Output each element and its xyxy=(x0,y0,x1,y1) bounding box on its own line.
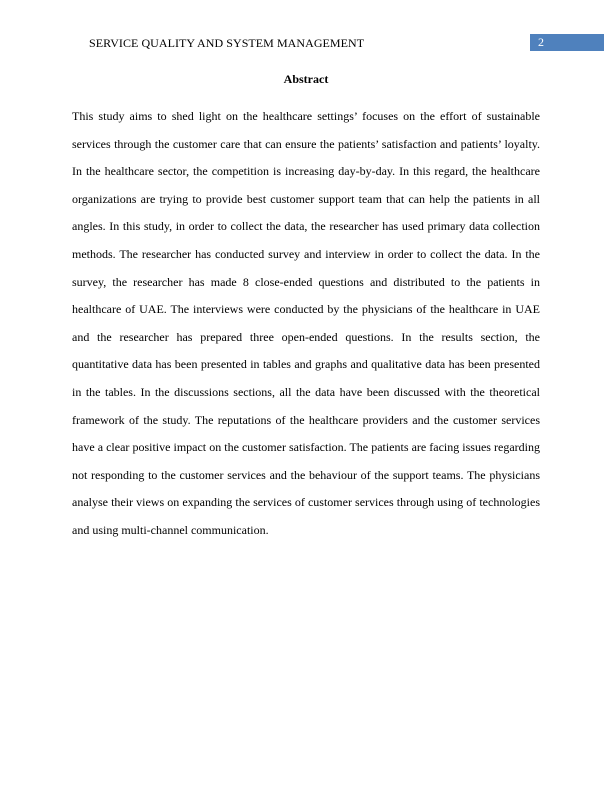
abstract-body: This study aims to shed light on the healthcare settings’ focuses on the effort of sustainable services through the customer care that can ensure the patients’ satisfaction and patients’ loyalty. In the healthcare sector, the competition is increasing day-by-day. In this regard, the healthcare organizations are trying to provide best customer support team that can help the patients in all angles. In this study, in order to collect the data, the researcher has used primary data collection methods. The researcher has conducted survey and interview in order to collect the data. In the survey, the researcher has made 8 close-ended questions and distributed to the patients in healthcare of UAE. The interviews were conducted by the physicians of the healthcare in UAE and the researcher has prepared three open-ended questions. In the results section, the quantitative data has been presented in tables and graphs and qualitative data has been presented in the tables. In the discussions sections, all the data have been discussed with the theoretical framework of the study. The reputations of the healthcare providers and the customer services have a clear positive impact on the customer satisfaction. The patients are facing issues regarding not responding to the customer services and the behaviour of the support teams. The physicians analyse their views on expanding the services of customer services through using of technologies and using multi-channel communication. xyxy=(72,109,540,537)
page-number-badge xyxy=(530,34,604,51)
page-number: 2 xyxy=(538,35,544,49)
abstract-heading: Abstract xyxy=(283,72,329,86)
running-head-title: SERVICE QUALITY AND SYSTEM MANAGEMENT xyxy=(89,36,365,50)
